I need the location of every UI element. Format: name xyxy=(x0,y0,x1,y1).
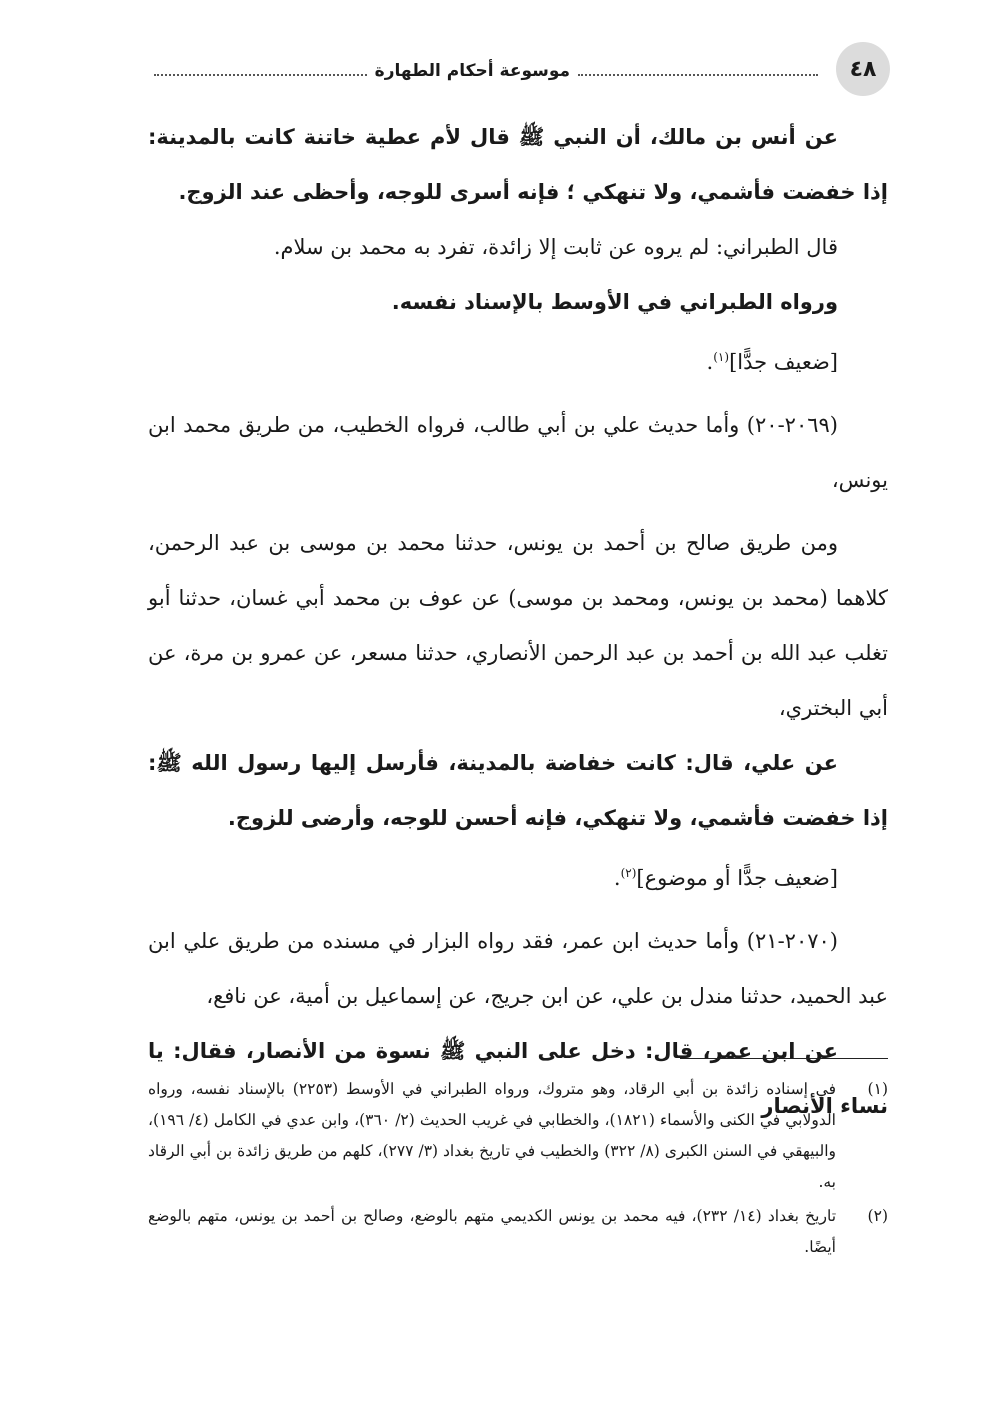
running-header xyxy=(146,58,826,84)
grading-1: [ضعيف جدًّا]$^{(١)}$. xyxy=(706,350,838,374)
main-text xyxy=(148,110,888,1134)
footnote-ref-2[interactable]: (٢) xyxy=(620,866,637,880)
hadith-ali-isnad-chain: ومن طريق صالح بن أحمد بن يونس، حدثنا محمد بن موسى بن عبد الرحمن، كلاهما (محمد بن يونس، ومحمد بن موسى) عن عوف بن محمد أبي غسان، حدثنا أبو تغلب عبد الله بن أحمد بن عبد الرحمن الأنصاري، حدثنا مسعر، عن عمرو بن مرة، عن أبي البختري، xyxy=(148,531,889,720)
header-dots-right xyxy=(578,74,818,76)
hadith-text-ali: عن علي، قال: كانت خفاضة بالمدينة، فأرسل إليها رسول الله ﷺ: إذا خفضت فأشمي، ولا تنهكي، فإنه أحسن للوجه، وأرضى للزوج. xyxy=(148,751,888,830)
hadith-ibn-umar-isnad: (٢٠٧٠-٢١) وأما حديث ابن عمر، فقد رواه البزار في مسنده من طريق علي ابن عبد الحميد، حدثنا مندل بن علي، عن ابن جريج، عن إسماعيل بن أمية، عن نافع، xyxy=(148,929,888,1008)
footnote-text: تاريخ بغداد (١٤/ ٢٣٢)، فيه محمد بن يونس الكديمي متهم بالوضع، وصالح بن أحمد بن يونس، متهم بالوضع أيضًا. xyxy=(148,1207,837,1256)
footnote-marker: (٢) xyxy=(867,1207,888,1225)
tabarani-comment: قال الطبراني: لم يروه عن ثابت إلا زائدة، تفرد به محمد بن سلام. xyxy=(273,235,838,259)
footnote-2 xyxy=(148,1201,888,1263)
footnote-marker: (١) xyxy=(867,1080,888,1098)
grading-1-text: [ضعيف جدًّا] xyxy=(729,350,838,374)
header-dots-left xyxy=(154,74,367,76)
footnotes xyxy=(148,1074,888,1266)
running-title: موسوعة أحكام الطهارة xyxy=(374,61,570,81)
footnote-text: في إسناده زائدة بن أبي الرقاد، وهو متروك، ورواه الطبراني في الأوسط (٢٢٥٣) بالإسناد نفسه، ورواه الدولابي في الكنى والأسماء (١٨٢١)، والخطابي في غريب الحديث (٢/ ٣٦٠)، وابن عدي في الكامل (٤/ ١٩٦)، والبيهقي في السنن الكبرى (٨/ ٣٢٢) والخطيب في تاريخ بغداد (٣/ ٢٧٧)، كلهم من طريق زائدة بن أبي الرقاد به. xyxy=(148,1080,837,1191)
footnote-1 xyxy=(148,1074,888,1198)
page-number: ٤٨ xyxy=(836,42,890,96)
grading-2: [ضعيف جدًّا أو موضوع]$^{(٢)}$. xyxy=(613,866,838,890)
spacer xyxy=(148,906,888,914)
footnote-separator xyxy=(680,1058,888,1059)
spacer xyxy=(148,508,888,516)
tabarani-awsat-note: ورواه الطبراني في الأوسط بالإسناد نفسه. xyxy=(391,290,838,314)
hadith-text-ibn-umar: عن ابن عمر، قال: دخل على النبي ﷺ نسوة من الأنصار، فقال: يا نساء الأنصار xyxy=(148,1039,888,1118)
footnote-ref-1[interactable]: (١) xyxy=(713,350,730,364)
spacer xyxy=(148,390,888,398)
hadith-ali-isnad-intro: (٢٠٦٩-٢٠) وأما حديث علي بن أبي طالب، فرواه الخطيب، من طريق محمد ابن يونس، xyxy=(148,413,888,492)
grading-2-text: [ضعيف جدًّا أو موضوع] xyxy=(636,866,838,890)
hadith-text-anas: عن أنس بن مالك، أن النبي ﷺ قال لأم عطية خاتنة كانت بالمدينة: إذا خفضت فأشمي، ولا تنهكي ؛ فإنه أسرى للوجه، وأحظى عند الزوج. xyxy=(148,125,888,204)
